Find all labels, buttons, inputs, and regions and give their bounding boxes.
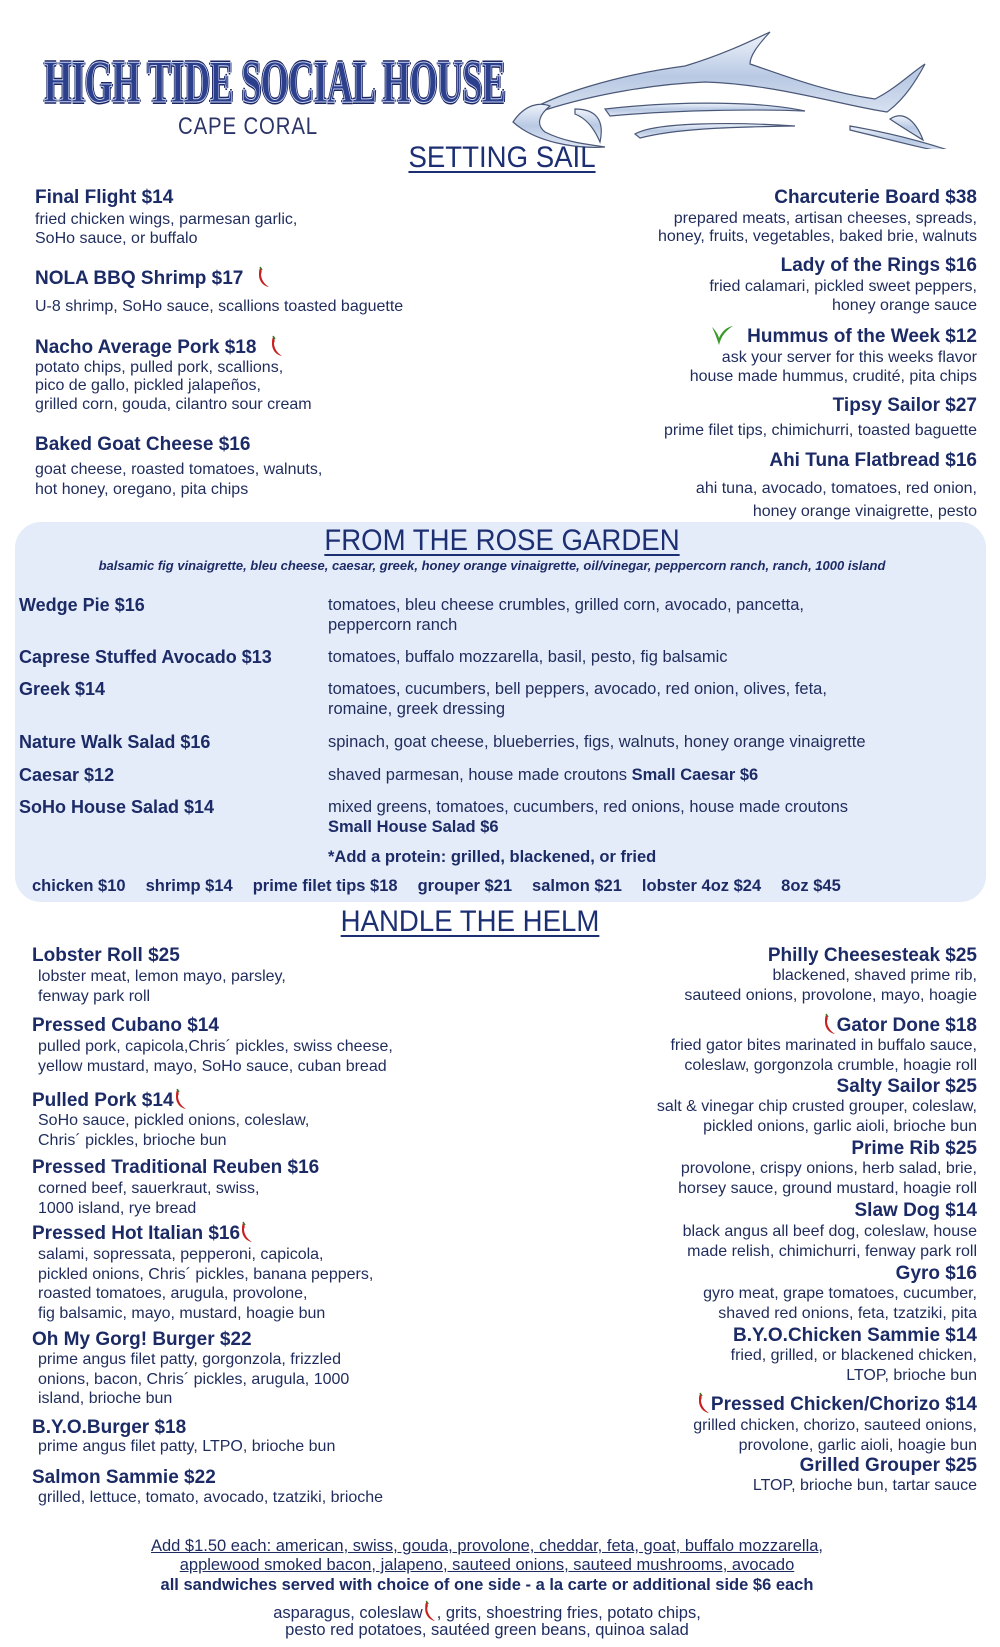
sides-note: all sandwiches served with choice of one side - a la carte or additional side $6 each (160, 1576, 814, 1594)
menu-item (32, 945, 286, 1006)
menu-item-description (32, 1037, 393, 1076)
description-line: horsey sauce, ground mustard, hoagie roll (678, 1179, 977, 1197)
menu-item-description (35, 460, 322, 500)
addons-line-1: Add $1.50 each: american, swiss, gouda, provolone, cheddar, feta, goat, buffalo mozzarella, (150, 1537, 824, 1555)
menu-item-title-row (678, 1138, 977, 1160)
description-line: hot honey, oregano, pita chips (35, 481, 249, 498)
menu-item-description (658, 210, 977, 246)
description-line (328, 765, 758, 785)
protein-note: *Add a protein: grilled, blackened, or fried (328, 848, 657, 866)
menu-item-title-row (731, 1325, 977, 1347)
description-line: roasted tomatoes, arugula, provolone, (38, 1285, 308, 1303)
salad-description (328, 647, 728, 667)
menu-item-description (683, 1222, 977, 1261)
description-text: tomatoes, buffalo mozzarella, basil, pesto, fig balsamic (328, 648, 728, 666)
menu-item-title-row (35, 335, 312, 359)
description-text: tomatoes, cucumbers, bell peppers, avocado, red onion, olives, feta, (328, 680, 827, 698)
menu-item-title: B.Y.O.Burger $18 (32, 1417, 187, 1438)
menu-item (32, 1157, 319, 1218)
menu-item-title: Slaw Dog $14 (854, 1200, 977, 1221)
menu-item-title: Pulled Pork $14 (32, 1090, 174, 1111)
description-line: pickled onions, Chris´ pickles, banana peppers, (38, 1265, 374, 1283)
description-line: prepared meats, artisan cheeses, spreads, (673, 210, 977, 227)
description-line: sauteed onions, provolone, mayo, hoagie (684, 986, 977, 1004)
description-text: romaine, greek dressing (328, 700, 506, 718)
menu-item-description (664, 421, 977, 440)
salad-description (328, 765, 758, 785)
description-line: lobster meat, lemon mayo, parsley, (38, 968, 286, 986)
salad-description (328, 732, 866, 752)
chili-pepper-icon (240, 1221, 254, 1243)
menu-item (696, 450, 977, 523)
description-line: provolone, crispy onions, herb salad, brie, (680, 1160, 977, 1178)
description-line: SoHo sauce, pickled onions, coleslaw, (38, 1112, 310, 1130)
description-line: salt & vinegar chip crusted grouper, coleslaw, (656, 1098, 977, 1116)
menu-item (678, 1138, 977, 1198)
menu-item (657, 1076, 977, 1136)
description-line: fried chicken wings, parmesan garlic, (35, 210, 298, 228)
menu-item-title-row (32, 1417, 335, 1439)
description-line: grilled corn, gouda, cilantro sour cream (35, 395, 312, 413)
menu-item-title-row (657, 1076, 977, 1098)
menu-item-description (35, 297, 403, 316)
salad-name: SoHo House Salad $14 (19, 797, 215, 817)
description-line: fenway park roll (38, 987, 151, 1005)
description-text: peppercorn ranch (328, 616, 458, 634)
protein-option: salmon $21 (532, 877, 622, 895)
menu-item-title-row (658, 187, 977, 209)
menu-item (683, 1200, 977, 1261)
menu-item-description (32, 1488, 383, 1508)
menu-item-description (32, 1437, 335, 1457)
description-line: blackened, shaved prime rib, (772, 967, 977, 985)
menu-item-title: Philly Cheesesteak $25 (767, 945, 977, 966)
menu-item-title: Pressed Cubano $14 (32, 1015, 219, 1036)
description-line: honey orange vinaigrette, pesto (752, 502, 977, 520)
description-line: fried, grilled, or blackened chicken, (730, 1347, 977, 1365)
dressing-list: balsamic fig vinaigrette, bleu cheese, caesar, greek, honey orange vinaigrette, oil/vinegar, peppercorn ranch, ranch, 1000 island (98, 558, 886, 573)
description-line (328, 797, 848, 817)
menu-item (35, 266, 403, 316)
menu-item (32, 1221, 373, 1323)
description-line: fried calamari, pickled sweet peppers, (709, 277, 977, 295)
description-line: Chris´ pickles, brioche bun (38, 1131, 227, 1149)
menu-item-title-row (35, 187, 297, 209)
salad-description (328, 595, 804, 635)
menu-item-description (703, 1284, 977, 1323)
menu-item-title-row (670, 1013, 977, 1037)
menu-item (32, 1088, 309, 1150)
menu-item-description (690, 348, 977, 386)
salad-name: Caesar $12 (19, 765, 115, 785)
menu-item (703, 1263, 977, 1323)
description-line: shaved red onions, feta, tzatziki, pita (718, 1304, 977, 1322)
protein-options (32, 876, 861, 896)
menu-item-description (670, 1036, 977, 1075)
description-line: U-8 shrimp, SoHo sauce, scallions toasted baguette (35, 297, 404, 315)
brand-location: CAPE CORAL (178, 113, 319, 140)
menu-item-title: NOLA BBQ Shrimp $17 (35, 268, 244, 289)
description-line: goat cheese, roasted tomatoes, walnuts, (35, 461, 323, 478)
menu-item-title: Prime Rib $25 (851, 1138, 977, 1159)
menu-item-description (32, 1179, 319, 1218)
section-title-rose-garden: FROM THE ROSE GARDEN (324, 524, 680, 557)
description-line: honey orange sauce (832, 296, 977, 314)
menu-item-description (678, 1159, 977, 1198)
chili-pepper-icon (423, 1600, 437, 1622)
description-line: grilled chicken, chorizo, sauteed onions, (693, 1417, 977, 1435)
salad-name: Greek $14 (19, 679, 106, 699)
menu-item-title-row (709, 255, 977, 277)
menu-item-title: Gator Done $18 (836, 1015, 977, 1036)
menu-item-title-row (690, 323, 977, 348)
menu-item-title-row (32, 1221, 373, 1245)
description-line: onions, bacon, Chris´ pickles, arugula, 1000 (38, 1370, 350, 1388)
protein-option: chicken $10 (32, 877, 126, 895)
menu-item-description (731, 1346, 977, 1385)
salad-name: Nature Walk Salad $16 (19, 732, 211, 752)
description-line: pickled onions, garlic aioli, brioche bun (703, 1117, 977, 1135)
description-text: mixed greens, tomatoes, cucumbers, red onions, house made croutons (328, 798, 849, 816)
menu-item-title: Salmon Sammie $22 (32, 1467, 216, 1488)
protein-option: prime filet tips $18 (252, 877, 398, 895)
description-line: corned beef, sauerkraut, swiss, (38, 1180, 260, 1198)
protein-option: lobster 4oz $24 (641, 877, 762, 895)
menu-item-title-row (753, 1455, 977, 1477)
chili-pepper-icon (257, 266, 271, 288)
salad-name: Wedge Pie $16 (19, 595, 145, 615)
menu-item-title: Salty Sailor $25 (836, 1076, 977, 1097)
menu-item-title-row (35, 434, 322, 456)
chili-pepper-icon (697, 1392, 711, 1414)
description-line: ahi tuna, avocado, tomatoes, red onion, (695, 479, 977, 497)
menu-item (731, 1325, 977, 1385)
menu-item-title: Lobster Roll $25 (32, 945, 180, 966)
section-title-handle-the-helm: HANDLE THE HELM (340, 905, 600, 938)
menu-item (32, 1467, 383, 1508)
description-line: salami, sopressata, pepperoni, capicola, (38, 1246, 324, 1264)
menu-item (32, 1329, 349, 1409)
description-line (328, 679, 827, 699)
menu-item-description (693, 1416, 977, 1455)
menu-item (658, 187, 977, 246)
chili-pepper-icon (270, 335, 284, 357)
menu-item-description (32, 1350, 349, 1409)
addons-line-2: applewood smoked bacon, jalapeno, sauteed onions, sauteed mushrooms, avocado (179, 1556, 795, 1574)
menu-item-description (753, 1476, 977, 1496)
menu-item-description (35, 210, 297, 248)
salad-name: Caprese Stuffed Avocado $13 (19, 647, 272, 667)
menu-item-title: Oh My Gorg! Burger $22 (32, 1329, 252, 1350)
menu-item-title: Final Flight $14 (35, 187, 174, 208)
menu-item-title: Hummus of the Week $12 (747, 326, 977, 347)
brand-logo: HIGH TIDE SOCIAL HOUSE (44, 49, 506, 115)
menu-item-title: Grilled Grouper $25 (799, 1455, 977, 1476)
chili-pepper-icon (174, 1088, 188, 1110)
menu-item-title-row (684, 945, 977, 967)
small-salad-option: Small Caesar $6 (631, 766, 759, 784)
menu-item (32, 1015, 393, 1076)
description-line: gyro meat, grape tomatoes, cucumber, (703, 1285, 977, 1303)
menu-item-title: Pressed Hot Italian $16 (32, 1223, 241, 1244)
menu-item-title-row (32, 1467, 383, 1489)
menu-item-title-row (32, 1015, 393, 1037)
menu-item-title: Charcuterie Board $38 (774, 187, 977, 208)
description-line: provolone, garlic aioli, hoagie bun (738, 1436, 977, 1454)
description-line: potato chips, pulled pork, scallions, (35, 358, 284, 376)
menu-item-title: Baked Goat Cheese $16 (35, 434, 251, 455)
description-line: yellow mustard, mayo, SoHo sauce, cuban bread (38, 1057, 387, 1075)
menu-item-title-row (696, 450, 977, 472)
menu-item-description (684, 966, 977, 1005)
menu-item (684, 945, 977, 1005)
salad-description (328, 679, 827, 719)
menu-item-title: Gyro $16 (895, 1263, 977, 1284)
menu-item-description (32, 967, 286, 1006)
description-line: pico de gallo, pickled jalapeños, (35, 377, 261, 395)
description-line: 1000 island, rye bread (38, 1199, 197, 1217)
menu-item-title: Pressed Chicken/Chorizo $14 (710, 1394, 977, 1415)
menu-item-title: Lady of the Rings $16 (780, 255, 977, 276)
sides-text: , grits, shoestring fries, potato chips, (436, 1604, 701, 1622)
description-line: black angus all beef dog, coleslaw, house (682, 1223, 977, 1241)
description-text: tomatoes, bleu cheese crumbles, grilled corn, avocado, pancetta, (328, 596, 805, 614)
menu-item-title-row (35, 266, 403, 290)
description-line (328, 615, 804, 635)
menu-item (664, 395, 977, 440)
menu-item (753, 1455, 977, 1496)
description-line: grilled, lettuce, tomato, avocado, tzatziki, brioche (38, 1489, 384, 1507)
description-line: fig balsamic, mayo, mustard, hoagie bun (38, 1304, 326, 1322)
menu-item-title: Nacho Average Pork $18 (35, 337, 257, 358)
description-line (328, 732, 866, 752)
menu-item-title-row (32, 1088, 309, 1112)
vegan-leaf-icon (709, 323, 735, 347)
menu-item-title: Pressed Traditional Reuben $16 (32, 1157, 320, 1178)
description-line: prime filet tips, chimichurri, toasted baguette (663, 421, 977, 439)
menu-item (690, 323, 977, 386)
section-title-setting-sail: SETTING SAIL (408, 141, 596, 174)
menu-item (693, 1392, 977, 1455)
protein-option: shrimp $14 (145, 877, 233, 895)
description-line: pulled pork, capicola,Chris´ pickles, swiss cheese, (38, 1038, 393, 1056)
menu-item-title-row (693, 1392, 977, 1416)
chili-pepper-icon (823, 1013, 837, 1035)
protein-option: 8oz $45 (781, 877, 841, 895)
menu-item-title-row (32, 1157, 319, 1179)
description-line: LTOP, brioche bun, tartar sauce (752, 1477, 977, 1495)
description-line: island, brioche bun (38, 1390, 173, 1408)
description-line (328, 595, 804, 615)
description-line: honey, fruits, vegetables, baked brie, walnuts (658, 228, 977, 245)
description-line: coleslaw, gorgonzola crumble, hoagie roll (684, 1056, 977, 1074)
menu-item-description (696, 477, 977, 523)
menu-item-title-row (683, 1200, 977, 1222)
small-salad-option: Small House Salad $6 (328, 818, 499, 836)
menu-item (670, 1013, 977, 1075)
menu-item-title: Ahi Tuna Flatbread $16 (769, 450, 977, 471)
menu-item-title-row (32, 1329, 349, 1351)
menu-item-title-row (703, 1263, 977, 1285)
salad-description (328, 797, 848, 837)
menu-item-description (32, 1245, 373, 1323)
description-line: fried gator bites marinated in buffalo sauce, (670, 1037, 977, 1055)
menu-item-description (657, 1097, 977, 1136)
menu-item-description (35, 359, 312, 415)
menu-item-description (709, 277, 977, 315)
menu-item (35, 434, 322, 500)
description-line: LTOP, brioche bun (846, 1366, 977, 1384)
sides-line-2: pesto red potatoes, sautéed green beans, quinoa salad (285, 1621, 689, 1639)
menu-item-description (32, 1111, 309, 1150)
description-line: made relish, chimichurri, fenway park roll (687, 1242, 977, 1260)
description-line: SoHo sauce, or buffalo (35, 229, 198, 247)
description-line: ask your server for this weeks flavor (721, 348, 977, 366)
menu-item-title: Tipsy Sailor $27 (832, 395, 977, 416)
description-line: prime angus filet patty, LTPO, brioche bun (38, 1438, 336, 1456)
menu-item-title: B.Y.O.Chicken Sammie $14 (733, 1325, 977, 1346)
description-line: house made hummus, crudité, pita chips (689, 367, 977, 385)
description-line (328, 699, 827, 719)
menu-item (709, 255, 977, 315)
menu-item (35, 335, 312, 414)
menu-item (35, 187, 297, 248)
menu-item (32, 1417, 335, 1457)
description-line (328, 647, 728, 667)
menu-item-title-row (32, 945, 286, 967)
protein-option: grouper $21 (417, 877, 513, 895)
menu-item-title-row (664, 395, 977, 417)
sides-text: asparagus, coleslaw (273, 1604, 423, 1622)
description-text: spinach, goat cheese, blueberries, figs, walnuts, honey orange vinaigrette (328, 733, 866, 751)
tarpon-fish-logo (505, 14, 965, 149)
description-line: prime angus filet patty, gorgonzola, frizzled (38, 1351, 341, 1369)
description-text: shaved parmesan, house made croutons (328, 766, 628, 784)
